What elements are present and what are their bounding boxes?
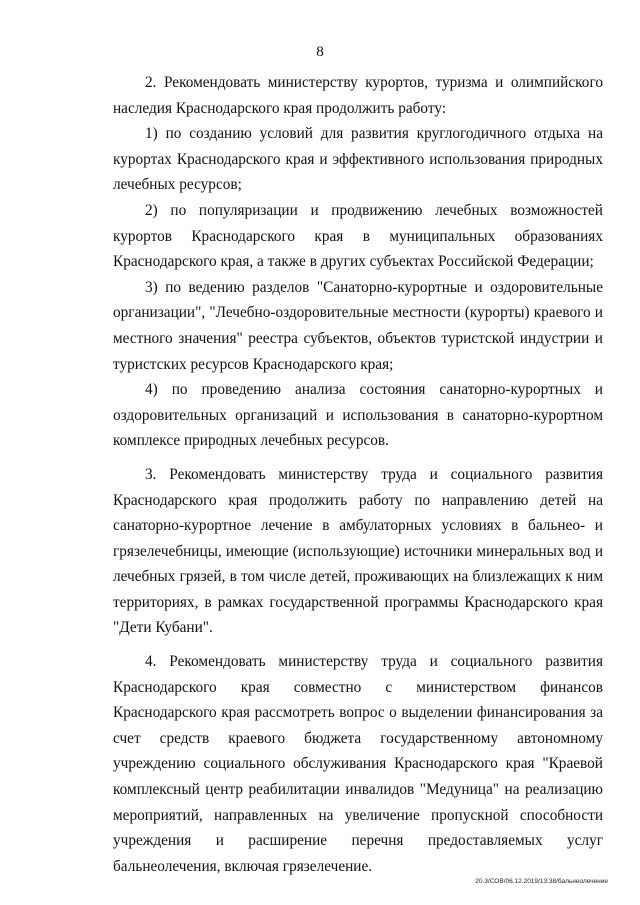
paragraph-item-4: 4. Рекомендовать министерству труда и социального развития Краснодарского края совместно с министерством финансов Краснодарского края рассмотреть вопрос о выделении финансирования за счет средств краевого бюджета государственному автономному учреждению социального обслуживания Краснодарского края "Краевой комплексный центр реабилитации инвалидов "Медуница" на реализацию мероприятий, направленных на увеличение пропускной способности учреждения и расширение перечня предоставляемых услуг бальнеолечения, включая грязелечение. (113, 653, 603, 875)
paragraph-subitem-3: 3) по ведению разделов "Санаторно-курортные и оздоровительные организации", "Лечебно-оздоровительные местности (курорты) краевого и местного значения" реестра субъектов, объектов туристской индустрии и туристских ресурсов Краснодарского края; (113, 278, 603, 373)
paragraph-subitem-1: 1) по созданию условий для развития круглогодичного отдыха на курортах Краснодарского края и эффективного использования природных лечебных ресурсов; (113, 125, 603, 194)
document-body (113, 70, 603, 879)
paragraph-subitem-2: 2) по популяризации и продвижению лечебных возможностей курортов Краснодарского края в муниципальных образованиях Краснодарского края, а также в других субъектах Российской Федерации; (113, 201, 603, 271)
paragraph-item-2: 2. Рекомендовать министерству курортов, туризма и олимпийского наследия Краснодарского края продолжить работу: (113, 74, 603, 117)
paragraph-subitem-4: 4) по проведению анализа состояния санаторно-курортных и оздоровительных организаций и использования в санаторно-курортном комплексе природных лечебных ресурсов. (113, 381, 603, 450)
paragraph-item-3: 3. Рекомендовать министерству труда и социального развития Краснодарского края продолжить работу по направлению детей на санаторно-курортное лечение в амбулаторных условиях в бальнео- и грязелечебницы, имеющие (использующие) источники минеральных вод и лечебных грязей, в том числе детей, проживающих на близлежащих к ним территориях, в рамках государственной программы Краснодарского края "Дети Кубани". (113, 465, 603, 637)
page-number: 8 (316, 44, 324, 60)
document-footer-code: 20.3/СОВ/06.12.2019/13:38/бальнеолечение (475, 878, 608, 885)
